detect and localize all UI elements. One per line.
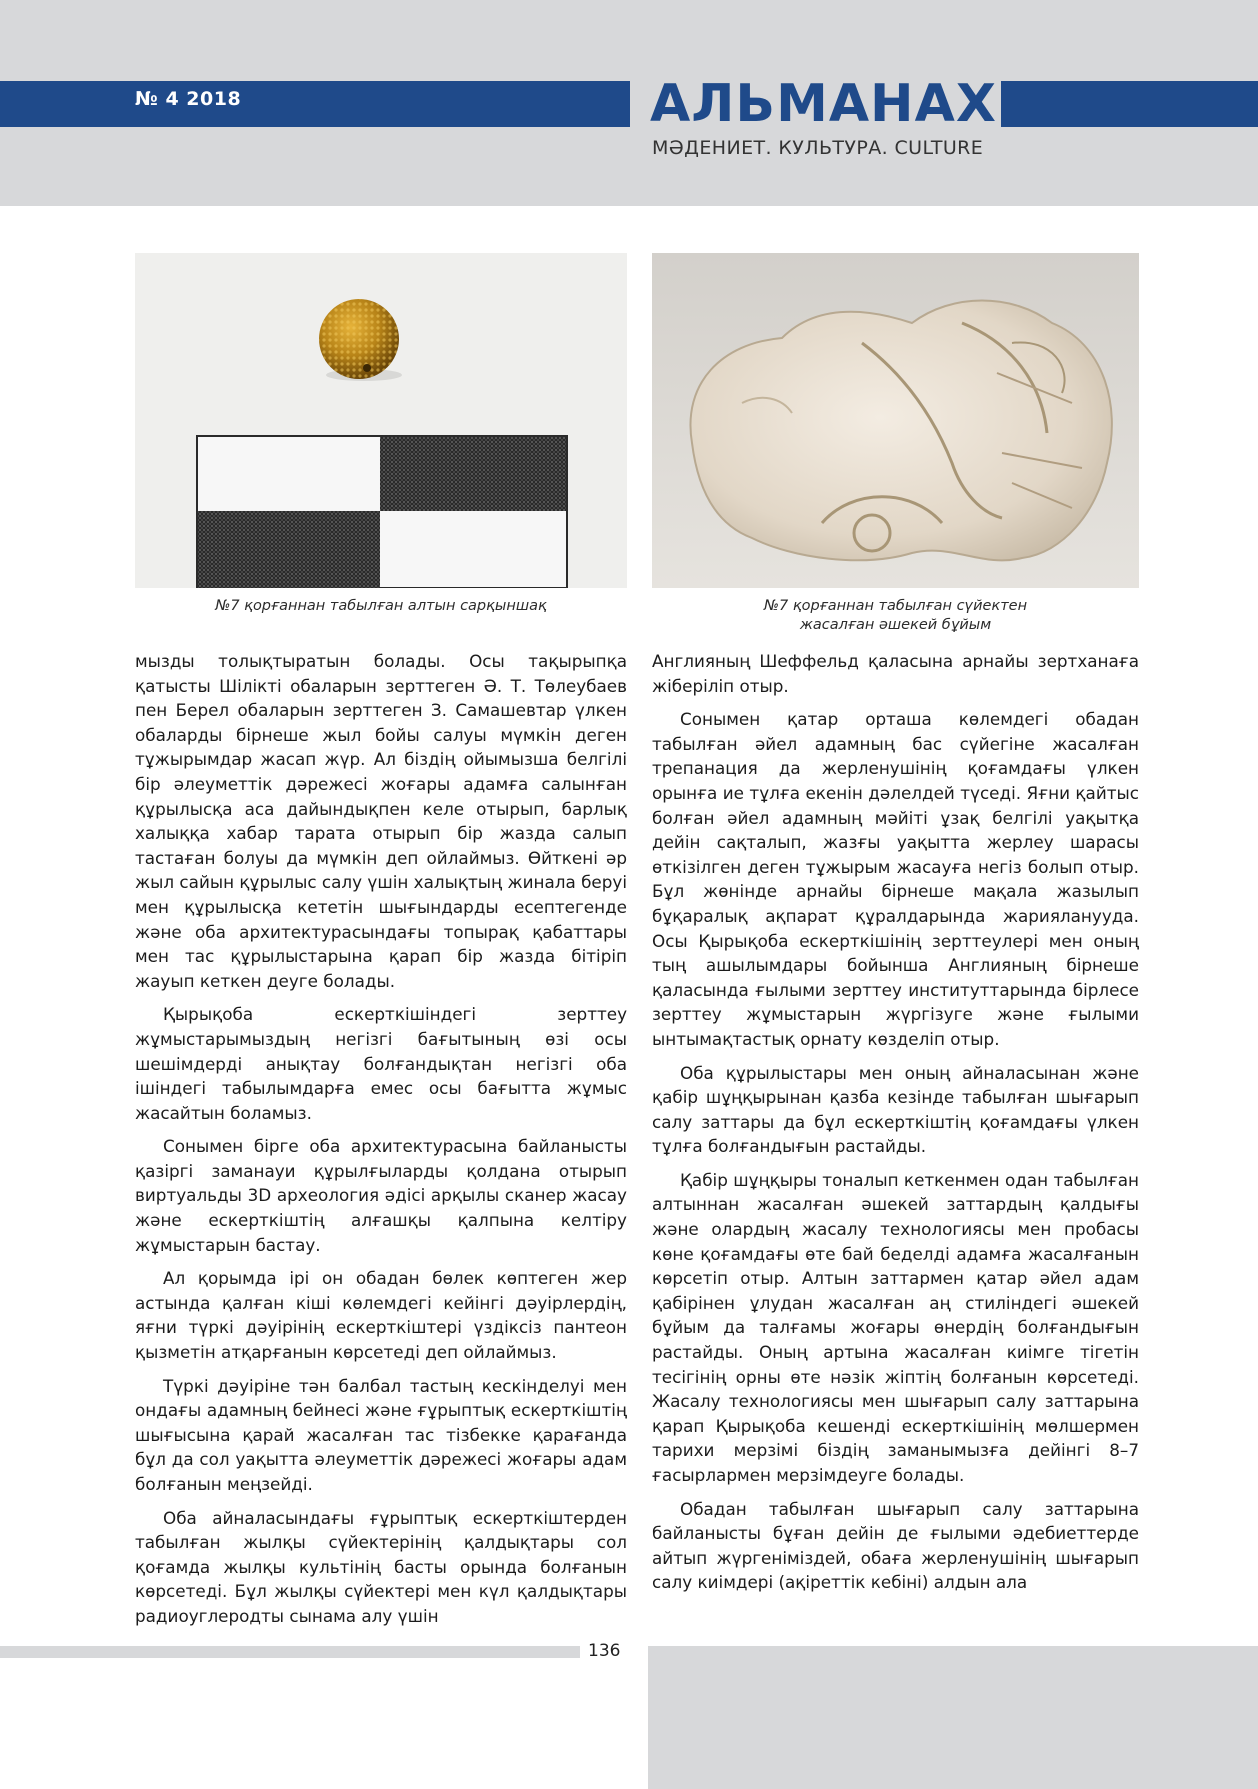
body-column-right — [652, 649, 1139, 1604]
paragraph: Қабір шұңқыры тоналып кеткенмен одан табылған алтыннан жасалған әшекей заттардың қалдығы және олардың жасалу технологиясы мен пробасы көне қоғамдағы өте бай беделді адамға жасалғанын көрсетіп отыр. Алтын заттармен қатар әйел адам қабірінен ұлудан жасалған аң стиліндегі әшекей бұйым да талғамы жоғары өнердің болғандығын растайды. Оның артына жасалған киімге тігетін тесігінің орны өте нәзік жіптің болғанын көрсетеді. Жасалу технологиясы мен шығарып салу заттарына қарап Қырықоба кешенді ескерткішінің мөлшермен тарихи мерзімі біздің заманымызға дейінгі 8–7 ғасырлармен мерзімдеуге болады. — [652, 1169, 1139, 1485]
paragraph: Оба құрылыстары мен оның айналасынан және қабір шұңқырынан қазба кезінде табылған шығарып салу заттары да бұл ескерткіштің қоғамдағы үлкен тұлға болғандығын растайды. — [652, 1062, 1139, 1157]
paragraph: Ал қорымда ірі он обадан бөлек көптеген жер астында қалған кіші көлемдегі кейінгі дәуірлердің, яғни түркі дәуірінің ескерткіштері үздіксіз пантеон қызметін атқарғанын көрсетеді деп ойлаймыз. — [135, 1268, 627, 1363]
figure-caption-1: №7 қорғаннан табылған алтын сарқыншақ — [215, 598, 547, 614]
gold-bead-photo — [135, 253, 627, 588]
gold-bead-image — [135, 253, 627, 588]
paragraph: Сонымен қатар орташа көлемдегі обадан табылған әйел адамның бас сүйегіне жасалған трепанация да жерленушінің қоғамдағы үлкен орынға ие тұлға екенін дәлелдей түседі. Яғни қайтыс болған әйел адамның мәйіті ұзақ белгілі уақытқа дейін сақталып, жазғы уақытта жерлеу шарасы өткізілген деген тұжырым жасауға негіз болып отыр. Бұл жөнінде арнайы бірнеше мақала жазылып бұқаралық ақпарат құралдарында жарияланууда. Осы Қырықоба ескерткішінің зерттеулері мен оның тың ашылымдары бойынша Англияның бірнеше қаласында ғылыми зерттеу институттарында бірлесе зерттеу жұмыстарын жүргізуге және ғылыми ынтымақтастық орнату көзделіп отыр. — [652, 709, 1139, 1049]
bone-ornament-image — [652, 253, 1139, 588]
masthead-subtitle: МӘДЕНИЕТ. КУЛЬТУРА. CULTURE — [652, 137, 984, 159]
header-bar-left — [0, 81, 630, 127]
header-bar-right — [1001, 81, 1258, 127]
page-number: 136 — [588, 1641, 621, 1661]
masthead-title: АЛЬМАНАХ — [650, 74, 997, 134]
paragraph: Англияның Шеффельд қаласына арнайы зертханаға жіберіліп отыр. — [652, 651, 1139, 696]
paragraph: мызды толықтыратын болады. Осы тақырыпқа қатысты Шілікті обаларын зерттеген Ә. Т. Төлеубаев пен Берел обаларын зерттеген З. Самашевтар үлкен обаларды бірнеше жыл бойы салуы мүмкін деген тұжырымдар жасап жүр. Ал біздің ойымызша белгілі бір әлеуметтік дәрежесі жоғары адамға салынған құрылысқа аса дайындықпен келе отырып, барлық халыққа хабар тарата отырып бір жазда салып тастаған болуы да мүмкін деп ойлаймыз. Өйткені әр жыл сайын құрылыс салу үшін халықтың жинала беруі мен құрылысқа кететін шығындарды есептегенде және оба архитектурасындағы топырақ қабаттары мен тас құрылыстарына қарап бір жазда бітіріп жауып кеткен деуге болады. — [135, 651, 627, 991]
body-column-left — [135, 649, 627, 1638]
figure-caption-2 — [652, 597, 1139, 635]
figure-caption-2-line-2: жасалған әшекей бұйым — [799, 617, 992, 633]
bone-ornament-photo — [652, 253, 1139, 588]
paragraph: Түркі дәуіріне тән балбал тастың кескінделуі мен ондағы адамның бейнесі және ғұрыптық ескерткіштің шығысына қарай жасалған тас тізбекке қарағанда бұл да сол уақытта әлеуметтік дәрежесі жоғары адам болғанын меңзейді. — [135, 1375, 627, 1494]
footer-bar-left — [0, 1646, 580, 1658]
paragraph: Обадан табылған шығарып салу заттарына байланысты бұған дейін де ғылыми әдебиеттерде айтып жүргеніміздей, обаға жерленушінің шығарып салу киімдері (ақіреттік кебіні) алдын ала — [652, 1498, 1139, 1593]
issue-number: № 4 2018 — [135, 88, 242, 110]
paragraph: Қырықоба ескерткішіндегі зерттеу жұмыстарымыздың негізгі бағытының өзі осы шешімдерді анықтау болғандықтан негізгі оба ішіндегі табылымдарға емес осы бағытта жұмыс жасайтын боламыз. — [135, 1004, 627, 1123]
footer-block-right — [648, 1646, 1258, 1789]
paragraph: Оба айналасындағы ғұрыптық ескерткіштерден табылған жылқы сүйектерінің қалдықтары сол қоғамда жылқы культінің басты орында болғанын көрсетеді. Бұл жылқы сүйектері мен күл қалдықтары радиоуглеродты сынама алу үшін — [135, 1507, 627, 1626]
paragraph: Сонымен бірге оба архитектурасына байланысты қазіргі заманауи құрылғыларды қолдана отырып виртуальды 3D археология әдісі арқылы сканер жасау және ескерткіштің алғашқы қалпына келтіру жұмыстарын бастау. — [135, 1136, 627, 1255]
figure-caption-2-line-1: №7 қорғаннан табылған сүйектен — [763, 598, 1028, 614]
